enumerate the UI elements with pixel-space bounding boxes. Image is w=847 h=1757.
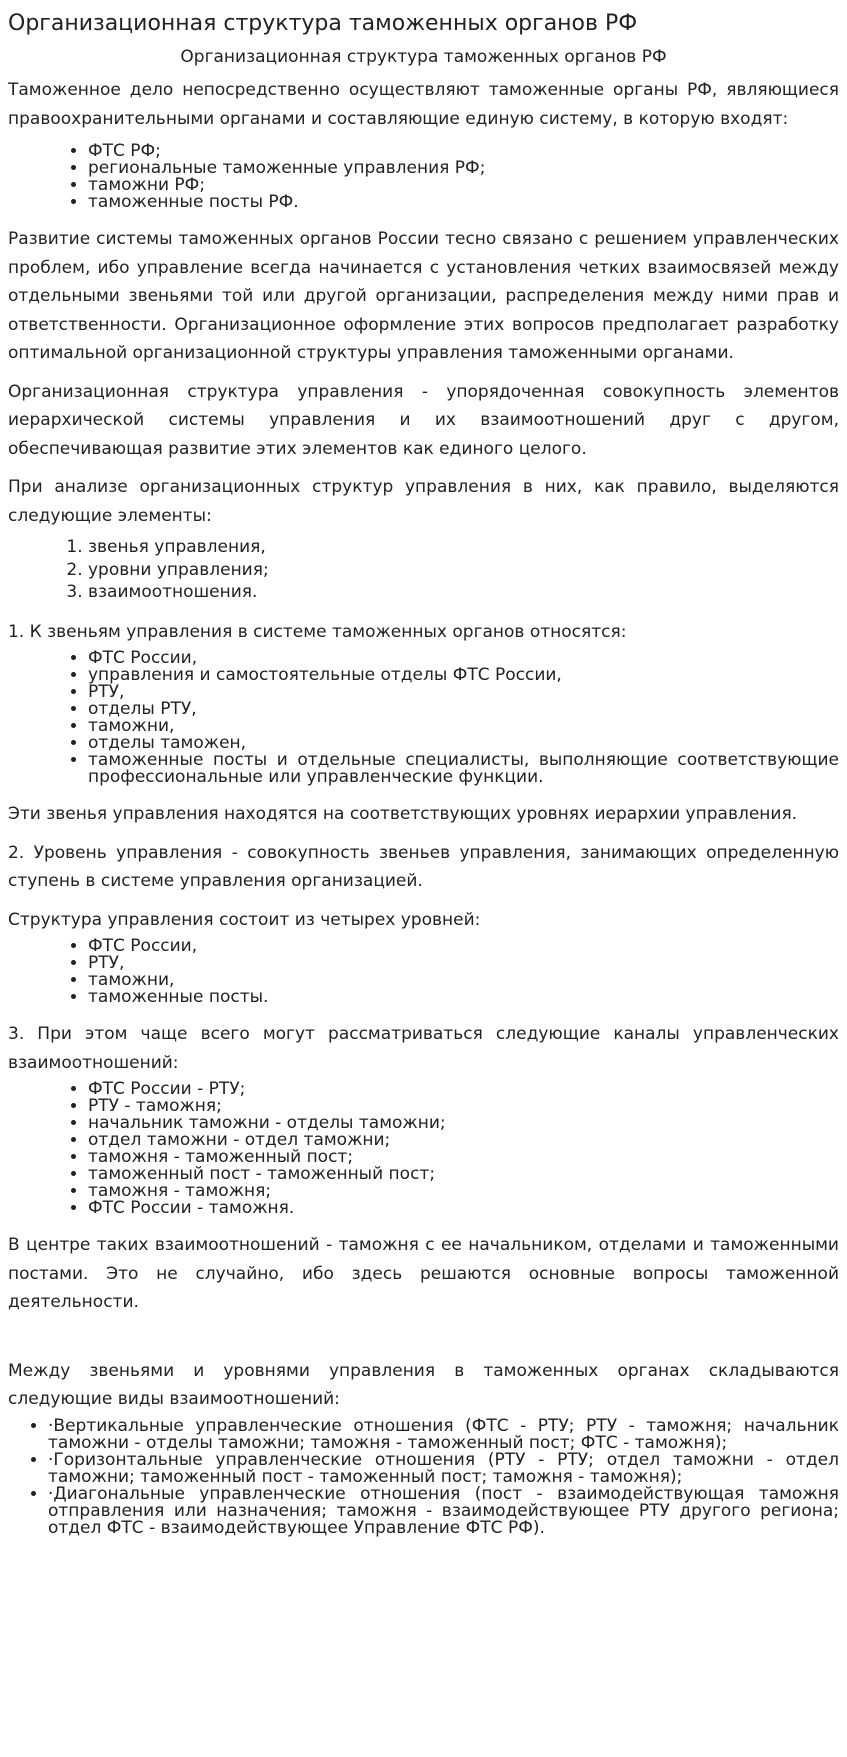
list-item: • таможни, (88, 972, 839, 989)
paragraph-hierarchy: Эти звенья управления находятся на соответствующих уровнях иерархии управления. (8, 804, 798, 824)
paragraph-level: 2. Уровень управления - совокупность звеньев управления, занимающих определенную ступень в системе управления организацией. (8, 842, 839, 891)
paragraph-analysis: При анализе организационных структур управления в них, как правило, выделяются следующие элементы: (8, 477, 839, 526)
list-item: • ФТС России, (88, 650, 839, 667)
list-item: • РТУ, (88, 684, 839, 701)
list-item: • РТУ - таможня; (88, 1098, 839, 1115)
list-item: • таможенные посты РФ. (88, 194, 839, 211)
list-item: • отделы РТУ, (88, 701, 839, 718)
list-item: • отдел таможни - отдел таможни; (88, 1132, 839, 1149)
list-item: 3. взаимоотношения. (88, 581, 839, 604)
list-customs-bodies (8, 143, 839, 211)
list-item: • ·Горизонтальные управленческие отношения (РТУ - РТУ; отдел таможни - отдел таможни; таможенный пост - таможенный пост; таможня - таможня); (48, 1452, 839, 1486)
paragraph-definition: Организационная структура управления - упорядоченная совокупность элементов иерархической системы управления и их взаимоотношений друг с другом, обеспечивающая развитие этих элементов как единого целого. (8, 381, 839, 459)
paragraph-intro: Таможенное дело непосредственно осуществляют таможенные органы РФ, являющиеся правоохранительными органами и составляющие единую систему, в которую входят: (8, 80, 839, 129)
list-item: • таможни, (88, 718, 839, 735)
list-item: 2. уровни управления; (88, 559, 839, 582)
list-channels (8, 1081, 839, 1217)
list-item: • ·Диагональные управленческие отношения (пост - взаимодействующая таможня отправления или назначения; таможня - взаимодействующее РТУ другого региона; отдел ФТС - взаимодействующее Управление ФТС РФ). (48, 1486, 839, 1537)
list-item: • отделы таможен, (88, 735, 839, 752)
page-title: Организационная структура таможенных органов РФ (8, 11, 638, 36)
list-item: 1. звенья управления, (88, 536, 839, 559)
list-item: • таможня - таможенный пост; (88, 1149, 839, 1166)
list-item: • таможни РФ; (88, 177, 839, 194)
list-item: • ФТС России, (88, 938, 839, 955)
list-item: • управления и самостоятельные отделы ФТС России, (88, 667, 839, 684)
list-relation-types (8, 1415, 839, 1538)
list-links (8, 650, 839, 786)
paragraph-relations: Между звеньями и уровнями управления в таможенных органах складываются следующие виды взаимоотношений: (8, 1360, 839, 1409)
list-levels (8, 938, 839, 1006)
list-item: • ФТС РФ; (88, 143, 839, 160)
list-item: • таможенный пост - таможенный пост; (88, 1166, 839, 1183)
list-item: • РТУ, (88, 955, 839, 972)
list-item: • региональные таможенные управления РФ; (88, 160, 839, 177)
list-item: • таможенные посты и отдельные специалисты, выполняющие соответствующие профессиональные или управленческие функции. (88, 752, 839, 786)
list-item: • таможенные посты. (88, 989, 839, 1006)
paragraph-channels: 3. При этом чаще всего могут рассматриваться следующие каналы управленческих взаимоотношений: (8, 1024, 839, 1073)
paragraph-development: Развитие системы таможенных органов России тесно связано с решением управленческих проблем, ибо управление всегда начинается с установления четких взаимосвязей между отдельными звеньями той или другой организации, распределения между ними прав и ответственности. Организационное оформление этих вопросов предполагает разработку оптимальной организационной структуры управления таможенными органами. (8, 229, 839, 363)
list-item: • начальник таможни - отделы таможни; (88, 1115, 839, 1132)
list-elements (8, 536, 839, 604)
list-item: • ФТС России - таможня. (88, 1200, 839, 1217)
paragraph-center: В центре таких взаимоотношений - таможня с ее начальником, отделами и таможенными постами. Это не случайно, ибо здесь решаются основные вопросы таможенной деятельности. (8, 1235, 839, 1312)
spacer (8, 1327, 839, 1357)
list-item: • ФТС России - РТУ; (88, 1081, 839, 1098)
page-subtitle: Организационная структура таможенных органов РФ (180, 47, 667, 67)
paragraph-four-levels: Структура управления состоит из четырех уровней: (8, 909, 481, 930)
list-item: • ·Вертикальные управленческие отношения (ФТС - РТУ; РТУ - таможня; начальник таможни - отделы таможни; таможня - таможенный пост; ФТС - таможня); (48, 1418, 839, 1452)
list-item: • таможня - таможня; (88, 1183, 839, 1200)
paragraph-links: 1. К звеньям управления в системе таможенных органов относятся: (8, 621, 627, 642)
